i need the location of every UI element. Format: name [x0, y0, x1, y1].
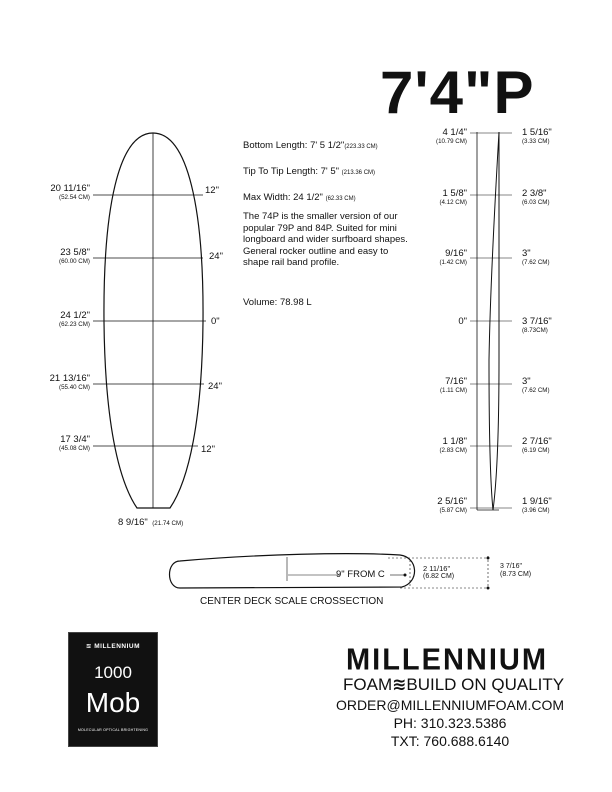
station-label: 24" — [208, 381, 222, 392]
rocker-label-left: 2 5/16" (5.87 CM) — [437, 496, 467, 514]
crossection-outer-thickness: 3 7/16" (8.73 CM) — [500, 563, 532, 578]
crossection-caption: CENTER DECK SCALE CROSSECTION — [200, 596, 384, 607]
station-label: 24" — [209, 251, 223, 262]
width-label: 21 13/16" (55.40 CM) — [49, 373, 90, 391]
footer-brand: MILLENNIUM — [346, 643, 549, 677]
logo-number: 1000 — [94, 663, 132, 682]
footer-text-number[interactable]: TXT: 760.688.6140 — [390, 733, 510, 749]
width-label: 24 1/2" (62.23 CM) — [59, 310, 90, 328]
rocker-label-right: 3 7/16" (8.73CM) — [522, 316, 552, 334]
crossection-from-center: 9" FROM C — [336, 569, 385, 580]
blank-model-title: 7'4"P — [380, 59, 535, 126]
footer-email[interactable]: ORDER@MILLENNIUMFOAM.COM — [335, 697, 565, 713]
station-label: 12" — [201, 444, 215, 455]
tail-width-label: 8 9/16" (21.74 CM) — [118, 517, 184, 528]
spec-tip-to-tip: Tip To Tip Length: 7' 5" (213.36 CM) — [243, 166, 376, 177]
rocker-label-right: 2 7/16" (6.19 CM) — [522, 436, 552, 454]
width-label: 20 11/16" (52.54 CM) — [50, 183, 90, 201]
logo-brand: ≋ MILLENNIUM — [85, 643, 141, 650]
rocker-label-right: 1 5/16" (3.33 CM) — [522, 127, 552, 145]
rocker-label-left: 4 1/4" (10.79 CM) — [436, 127, 467, 145]
spec-max-width: Max Width: 24 1/2" (62.33 CM) — [243, 192, 356, 203]
station-label: 0" — [211, 316, 220, 327]
spec-description: The 74P is the smaller version of our popular 79P and 84P. Suited for mini longboard and wider surfboard shapes. General rocker outline and easy to shape rail band profile. — [243, 211, 408, 269]
width-label: 23 5/8" (60.00 CM) — [59, 247, 90, 265]
rocker-label-left: 1 5/8" (4.12 CM) — [439, 188, 467, 206]
rocker-label-right: 1 9/16" (3.96 CM) — [522, 496, 552, 514]
wave-icon: ≋ — [392, 675, 407, 694]
width-label: 17 3/4" (45.08 CM) — [59, 434, 90, 452]
rocker-label-left: 7/16" (1.11 CM) — [439, 376, 467, 394]
rocker-label-left: 0" — [458, 316, 467, 327]
spec-volume: Volume: 78.98 L — [243, 297, 312, 308]
mob-logo — [68, 632, 158, 747]
crossection-inner-thickness: 2 11/16" (6.82 CM) — [423, 564, 455, 580]
rocker-label-left: 1 1/8" (2.83 CM) — [439, 436, 467, 454]
rocker-label-right: 3" (7.62 CM) — [522, 248, 550, 266]
spec-bottom-length: Bottom Length: 7' 5 1/2"(223.33 CM) — [243, 140, 378, 151]
board-outline — [104, 133, 203, 508]
logo-name: Mob — [85, 687, 141, 718]
footer-phone[interactable]: PH: 310.323.5386 — [393, 715, 507, 731]
wave-icon: ≋ — [85, 643, 92, 650]
footer-slogan: FOAM≋BUILD ON QUALITY — [343, 675, 565, 694]
rocker-label-right: 3" (7.62 CM) — [522, 376, 550, 394]
logo-tagline: MOLECULAR OPTICAL BRIGHTENING — [77, 728, 149, 732]
rocker-label-left: 9/16" (1.42 CM) — [439, 248, 467, 266]
rocker-label-right: 2 3/8" (6.03 CM) — [522, 188, 550, 206]
station-label: 12" — [205, 185, 219, 196]
